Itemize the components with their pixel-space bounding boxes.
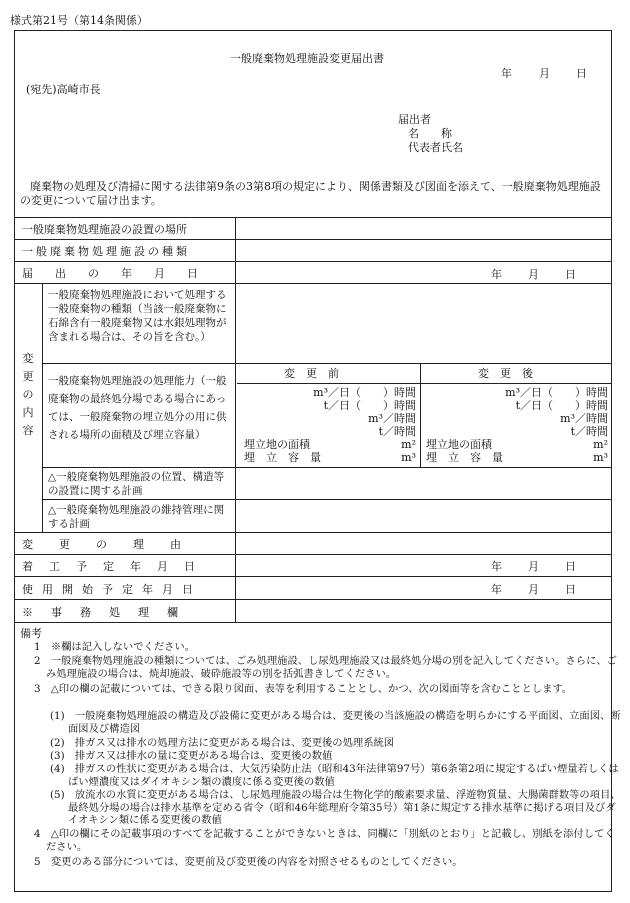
page-title: 一般廃棄物処理施設変更届出書	[230, 52, 384, 65]
form-number: 様式第21号（第14条関係）	[10, 14, 148, 27]
note-5: 5 変更のある部分については、変更前及び変更後の内容を対照させるものとしてください。	[34, 856, 463, 868]
notifier-name-label: 名 称	[408, 127, 452, 140]
after-header: 変 更 後	[478, 367, 533, 380]
note-3-4: (4) 排ガスの性状に変更がある場合は、大気汚染防止法（昭和43年法律第97号）第6条第2項に規定するばい煙量若しくはばい煙濃度又はダイオキシン類の濃度に係る変更後の数値	[50, 763, 619, 788]
notifier-label: 届出者	[398, 113, 431, 126]
row-type-label: 一般廃棄物処理施設の種類	[22, 245, 190, 258]
note-3: 3 △印の欄の記載については、できる限り図面、表等を利用することとし、かつ、次の図面等を含むこととします。	[34, 683, 573, 695]
note-1: 1 ※欄は記入しないでください。	[34, 641, 196, 653]
change-content-label: 変更の内容	[22, 352, 34, 437]
note-2: 2 一般廃棄物処理施設の種類については、ごみ処理施設、し尿処理施設又は最終処分場の別を記入してください。さらに、ごみ処理施設の場合は、焼却施設、破砕施設等の別を括弧書きしてください。	[34, 655, 617, 680]
row-location-label: 一般廃棄物処理施設の設置の場所	[22, 223, 187, 236]
notifier-rep-label: 代表者氏名	[408, 141, 463, 154]
row-office-label: ※事務処理欄	[22, 605, 196, 619]
notes-heading: 備考	[20, 627, 42, 640]
row-use-date-label: 使用開始予定年月日	[22, 582, 202, 596]
change-position: △一般廃棄物処理施設の位置、構造等の設置に関する計画	[48, 471, 225, 497]
note-4: 4 △印の欄にその記載事項のすべてを記載することができないときは、同欄に「別紙のとおり」と記載し、別紙を添付してください。	[34, 828, 615, 853]
note-3-5: (5) 放流水の水質に変更がある場合は、し尿処理施設の場合は生物化学的酸素要求量、浮遊物質量、大腸菌群数等の項目、最終処分場の場合は排水基準を定める省令（昭和46年総理府令第35号）第1条に規定する排水基準に掲げる項目及びダイオキシン類に係る変更後の数値	[50, 789, 621, 826]
change-maintenance: △一般廃棄物処理施設の維持管理に関する計画	[48, 504, 225, 530]
addressee: (宛先)高崎市長	[26, 83, 101, 96]
note-3-1: (1) 一般廃棄物処理施設の構造及び設備に変更がある場合は、変更後の当該施設の構造を明らかにする平面図、立面図、断面図及び構造図	[50, 710, 621, 735]
row-reason-label: 変更の理由	[22, 538, 207, 551]
note-3-2: (2) 排ガス又は排水の処理方法に変更がある場合は、変更後の処理系統図	[50, 737, 395, 749]
change-waste-type: 一般廃棄物処理施設において処理する一般廃棄物の種類（当該一般廃棄物に石綿含有一般廃棄物又は水銀処理物が含まれる場合は、その旨を含む。）	[48, 289, 227, 343]
row-start-date-label: 着工予定年月日	[22, 560, 211, 573]
change-capacity: 一般廃棄物処理施設の処理能力（一般廃棄物の最終処分場である場合にあっては、一般廃棄物の埋立処分の用に供される場所の面積及び埋立容量）	[48, 375, 227, 441]
statement: 廃棄物の処理及び清掃に関する法律第9条の3第8項の規定により、関係書類及び図面を添えて、一般廃棄物処理施設の変更について届け出ます。	[20, 180, 601, 207]
before-header: 変 更 前	[284, 367, 339, 380]
note-3-3: (3) 排ガス又は排水の量に変更がある場合は、変更後の数値	[50, 750, 333, 762]
row-notify-date-label: 届出の年月日	[22, 267, 220, 280]
